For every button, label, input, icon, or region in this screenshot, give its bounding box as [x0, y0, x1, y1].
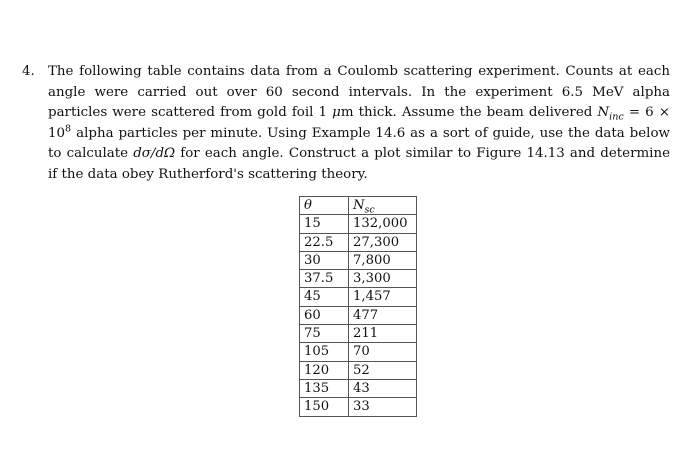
nsc-cell: 132,000 — [349, 215, 417, 233]
theta-cell: 75 — [300, 325, 349, 343]
nsc-cell: 33 — [349, 398, 417, 416]
table-row — [300, 233, 417, 251]
problem-statement — [22, 62, 670, 186]
theta-cell: 60 — [300, 306, 349, 324]
nsc-cell: 27,300 — [349, 233, 417, 251]
unit-m-text: m thick. Assume the beam delivered — [340, 105, 598, 121]
n-inc-symbol: N — [597, 105, 610, 121]
data-table-container — [299, 196, 417, 417]
nsc-cell: 211 — [349, 325, 417, 343]
data-table — [299, 196, 417, 417]
table-row — [300, 325, 417, 343]
theta-cell: 15 — [300, 215, 349, 233]
table-row — [300, 251, 417, 269]
table-row — [300, 270, 417, 288]
table-row — [300, 215, 417, 233]
header-nsc — [349, 197, 417, 215]
problem-number: 4. — [22, 64, 35, 79]
theta-cell: 120 — [300, 361, 349, 379]
problem-middle: alpha particles per minute. Using Example 14.6 as a sort of guide, use the data below to calculate — [48, 125, 670, 162]
nsc-cell: 70 — [349, 343, 417, 361]
n-inc-subscript: inc — [609, 111, 624, 123]
cross-section-symbol: dσ/dΩ — [133, 146, 176, 162]
nsc-cell: 3,300 — [349, 270, 417, 288]
theta-cell: 22.5 — [300, 233, 349, 251]
table-row — [300, 343, 417, 361]
theta-cell: 135 — [300, 379, 349, 397]
nsc-cell: 477 — [349, 306, 417, 324]
table-row — [300, 306, 417, 324]
nsc-cell: 7,800 — [349, 251, 417, 269]
theta-cell: 150 — [300, 398, 349, 416]
table-row — [300, 361, 417, 379]
unit-mu: μ — [332, 105, 341, 121]
problem-intro: The following table contains data from a Coulomb scattering experiment. Counts at each angle were carried out over 60 second intervals. In the experiment 6.5 MeV alpha particles were scattered from gold foil 1 — [48, 64, 670, 121]
theta-cell: 105 — [300, 343, 349, 361]
problem-ending: for each angle. Construct a plot similar to Figure 14.13 and determine if the data obey Rutherford's scattering theory. — [48, 146, 670, 182]
table-header-row — [300, 197, 417, 215]
header-theta: θ — [300, 197, 349, 215]
nsc-cell: 43 — [349, 379, 417, 397]
theta-cell: 45 — [300, 288, 349, 306]
beam-exponent: 8 — [65, 123, 72, 135]
beam-equation: = 6 × 10 — [48, 105, 670, 141]
theta-cell: 30 — [300, 251, 349, 269]
problem-text — [48, 62, 670, 186]
table-body — [300, 215, 417, 416]
nsc-cell: 52 — [349, 361, 417, 379]
table-row — [300, 379, 417, 397]
table-row — [300, 398, 417, 416]
header-nsc-subscript: sc — [364, 204, 375, 216]
table-row — [300, 288, 417, 306]
nsc-cell: 1,457 — [349, 288, 417, 306]
theta-cell: 37.5 — [300, 270, 349, 288]
header-nsc-symbol: N — [353, 198, 365, 213]
